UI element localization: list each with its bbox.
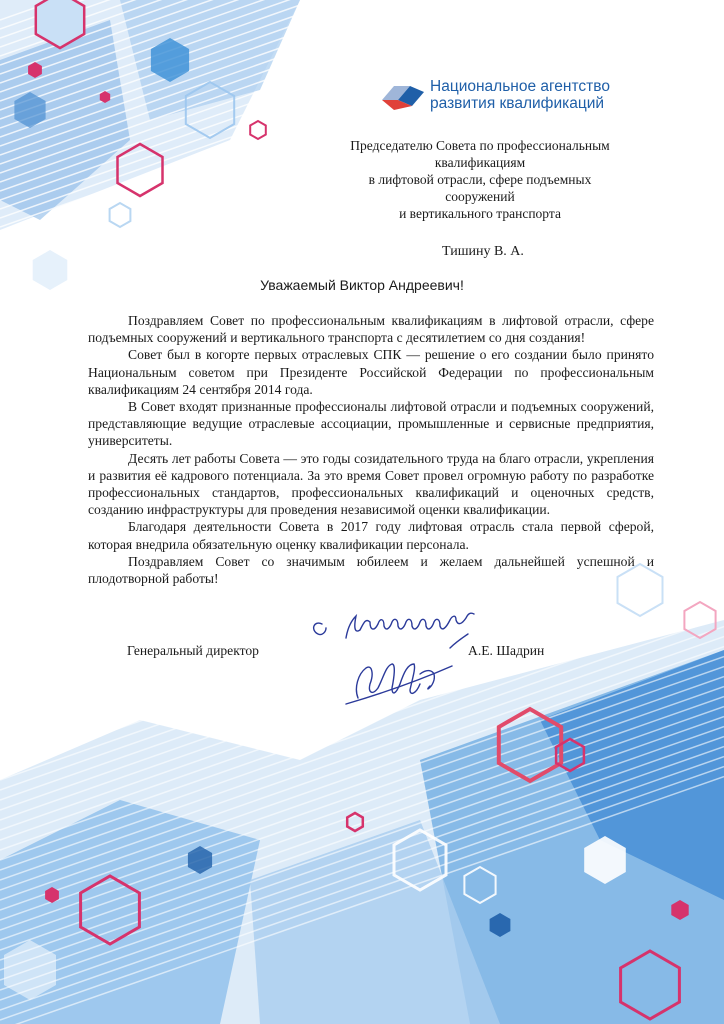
- logo-line-1: Национальное агентство: [430, 78, 610, 95]
- handwritten-signature: [300, 608, 500, 720]
- body-paragraph: Благодаря деятельности Совета в 2017 году лифтовая отрасль стала первой сферой, которая внедрила обязательную оценку квалификации персонала.: [88, 519, 654, 552]
- signatory-name: А.Е. Шадрин: [468, 643, 545, 658]
- letter-body: [88, 312, 654, 587]
- logo-line-2: развития квалификаций: [430, 95, 605, 112]
- recipient-name: Тишину В. А.: [442, 244, 524, 259]
- addressee-line: сооружений: [445, 189, 515, 204]
- body-paragraph: Поздравляем Совет по профессиональным квалификациям в лифтовой отрасли, сфере подъемных сооружений и вертикального транспорта с десятилетием со дня создания!: [88, 313, 654, 346]
- decor-hexagon: [110, 203, 131, 227]
- addressee-line: квалификациям: [434, 155, 526, 170]
- addressee-line: в лифтовой отрасли, сфере подъемных: [368, 172, 592, 187]
- body-paragraph: В Совет входят признанные профессионалы лифтовой отрасли и подъемных сооружений, представляющие ведущие отраслевые ассоциации, промышленные и сервисные предприятия, университеты.: [88, 399, 654, 449]
- addressee-block: [330, 137, 630, 222]
- body-paragraph: Десять лет работы Совета — это годы созидательного труда на благо отрасли, укрепления и развития её кадрового потенциала. За это время Совет провел огромную работу по разработке профессиональных стандартов, профессиональных квалификаций и оценочных средств, созданию инфраструктуры для проведения независимой оценки квалификации.: [88, 450, 654, 518]
- body-paragraph: Поздравляем Совет со значимым юбилеем и желаем дальнейшей успешной и плодотворной работы!: [88, 553, 654, 587]
- addressee-line: и вертикального транспорта: [399, 206, 561, 221]
- greeting: Уважаемый Виктор Андреевич!: [260, 277, 464, 293]
- nark-logo: [380, 78, 610, 112]
- body-paragraph: Совет был в когорте первых отраслевых СПК — решение о его создании было принято Национальным советом при Президенте Российской Федерации по профессиональным квалификациям 24 сентября 2014 года.: [88, 347, 654, 397]
- signatory-title: Генеральный директор: [127, 643, 259, 658]
- logo-cube-icon: [380, 78, 426, 112]
- addressee-line: Председателю Совета по профессиональным: [350, 138, 610, 153]
